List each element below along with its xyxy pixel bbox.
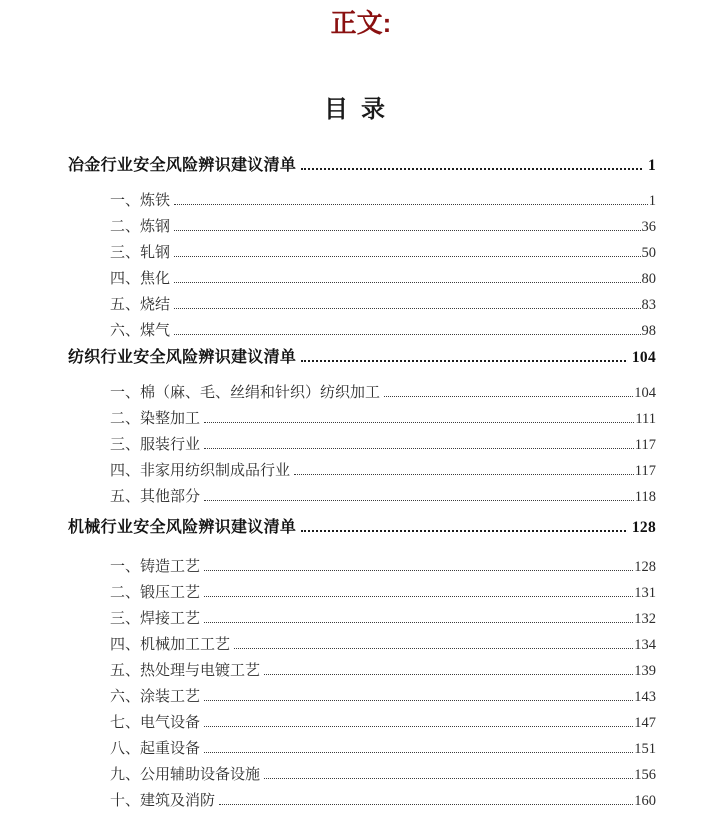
toc-item-label: 四、机械加工工艺: [110, 637, 231, 653]
page-number: 147: [634, 715, 656, 731]
toc-item-list: [68, 380, 656, 510]
dot-leader: [174, 230, 640, 231]
toc-item-entry[interactable]: [110, 380, 656, 406]
dot-leader: [204, 726, 633, 727]
toc-item-label: 一、炼铁: [110, 193, 171, 209]
page-number: 117: [634, 463, 656, 479]
page-number: 134: [634, 637, 656, 653]
body-text-heading: 正文:: [330, 8, 392, 38]
toc-item-entry[interactable]: [110, 432, 656, 458]
page-number: 111: [635, 411, 656, 427]
toc-item-entry[interactable]: [110, 292, 656, 318]
toc-item-label: 七、电气设备: [110, 715, 201, 731]
toc-item-label: 五、其他部分: [110, 489, 201, 505]
toc-item-label: 四、焦化: [110, 271, 171, 287]
toc-item-label: 二、染整加工: [110, 411, 201, 427]
toc-item-label: 三、轧钢: [110, 245, 171, 261]
dot-leader: [264, 674, 633, 675]
page-number: 139: [634, 663, 656, 679]
toc-section: [68, 518, 656, 814]
page-number: 1: [647, 157, 656, 174]
toc-item-entry[interactable]: [110, 762, 656, 788]
dot-leader: [264, 778, 633, 779]
page-number: 128: [634, 559, 656, 575]
toc-item-entry[interactable]: [110, 188, 656, 214]
toc-item-label: 九、公用辅助设备设施: [110, 767, 261, 783]
toc-item-entry[interactable]: [110, 606, 656, 632]
dot-leader: [204, 596, 633, 597]
dot-leader: [204, 500, 634, 501]
dot-leader: [219, 804, 633, 805]
page-number: 117: [634, 437, 656, 453]
toc-item-list: [68, 188, 656, 344]
page-number: 143: [634, 689, 656, 705]
dot-leader: [384, 396, 633, 397]
dot-leader: [174, 334, 640, 335]
toc-item-entry[interactable]: [110, 710, 656, 736]
toc-item-label: 二、锻压工艺: [110, 585, 201, 601]
toc-item-entry[interactable]: [110, 788, 656, 814]
toc-item-label: 一、铸造工艺: [110, 559, 201, 575]
dot-leader: [294, 474, 634, 475]
dot-leader: [301, 168, 642, 170]
dot-leader: [204, 700, 633, 701]
toc-section-entry[interactable]: [68, 348, 656, 368]
page-number: 1: [648, 193, 656, 209]
toc-sections: [0, 156, 722, 814]
dot-leader: [234, 648, 633, 649]
toc-item-entry[interactable]: [110, 240, 656, 266]
toc-item-label: 四、非家用纺织制成品行业: [110, 463, 291, 479]
toc-item-entry[interactable]: [110, 736, 656, 762]
dot-leader: [204, 622, 633, 623]
page-number: 104: [631, 349, 656, 366]
toc-item-list: [68, 554, 656, 814]
toc-section-title: 机械行业安全风险辨识建议清单: [68, 519, 297, 536]
toc-section: [68, 348, 656, 510]
toc-item-label: 六、涂装工艺: [110, 689, 201, 705]
page-number: 160: [634, 793, 656, 809]
toc-title: 目录: [324, 97, 398, 123]
toc-item-label: 二、炼钢: [110, 219, 171, 235]
toc-item-entry[interactable]: [110, 632, 656, 658]
dot-leader: [174, 256, 640, 257]
page-number: 104: [634, 385, 656, 401]
toc-item-entry[interactable]: [110, 458, 656, 484]
dot-leader: [204, 422, 634, 423]
toc-item-label: 三、服装行业: [110, 437, 201, 453]
page-number: 128: [631, 519, 656, 536]
page-number: 118: [634, 489, 656, 505]
toc-item-label: 三、焊接工艺: [110, 611, 201, 627]
dot-leader: [204, 570, 633, 571]
page-number: 83: [641, 297, 656, 313]
page-number: 156: [634, 767, 656, 783]
dot-leader: [174, 308, 640, 309]
toc-item-label: 五、热处理与电镀工艺: [110, 663, 261, 679]
toc-item-entry[interactable]: [110, 266, 656, 292]
toc-item-entry[interactable]: [110, 684, 656, 710]
toc-item-label: 五、烧结: [110, 297, 171, 313]
toc-section: [68, 156, 656, 344]
dot-leader: [301, 530, 626, 532]
toc-item-label: 一、棉（麻、毛、丝绢和针织）纺织加工: [110, 385, 381, 401]
toc-item-label: 六、煤气: [110, 323, 171, 339]
page-number: 36: [641, 219, 656, 235]
page-number: 131: [634, 585, 656, 601]
toc-item-entry[interactable]: [110, 580, 656, 606]
toc-item-entry[interactable]: [110, 658, 656, 684]
page-number: 98: [641, 323, 656, 339]
dot-leader: [174, 282, 640, 283]
toc-item-entry[interactable]: [110, 214, 656, 240]
toc-section-entry[interactable]: [68, 156, 656, 176]
page-number: 132: [634, 611, 656, 627]
dot-leader: [301, 360, 626, 362]
toc-section-title: 冶金行业安全风险辨识建议清单: [68, 157, 297, 174]
page-number: 80: [641, 271, 656, 287]
page-number: 50: [641, 245, 656, 261]
dot-leader: [204, 448, 634, 449]
dot-leader: [174, 204, 648, 205]
toc-item-entry[interactable]: [110, 484, 656, 510]
toc-section-entry[interactable]: [68, 518, 656, 538]
toc-item-entry[interactable]: [110, 554, 656, 580]
toc-item-label: 八、起重设备: [110, 741, 201, 757]
toc-item-entry[interactable]: [110, 406, 656, 432]
page-number: 151: [634, 741, 656, 757]
dot-leader: [204, 752, 633, 753]
toc-section-title: 纺织行业安全风险辨识建议清单: [68, 349, 297, 366]
toc-item-entry[interactable]: [110, 318, 656, 344]
toc-item-label: 十、建筑及消防: [110, 793, 216, 809]
